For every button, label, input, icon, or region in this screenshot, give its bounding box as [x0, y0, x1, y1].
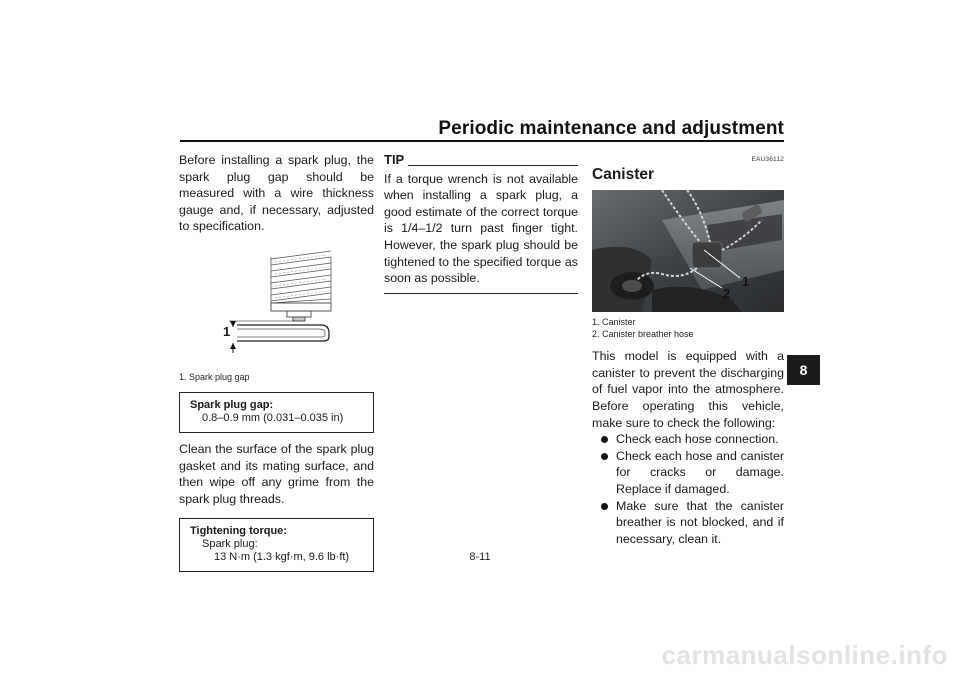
spark-plug-intro-text: Before installing a spark plug, the spark plug gap should be measured with a wire thickness gauge and, if necessary, adjusted to specification.: [179, 153, 374, 234]
canister-check-list: [592, 431, 784, 547]
header-rule: [180, 140, 784, 142]
tip-label: TIP: [384, 152, 405, 167]
canister-photo-image: [592, 190, 784, 312]
tip-header-rule: [408, 165, 578, 166]
torque-item: Spark plug:: [202, 538, 258, 551]
figure-caption: 1. Spark plug gap: [179, 371, 250, 382]
section-code: EAU36112: [751, 156, 784, 163]
list-item: Check each hose and canister for cracks or damage. Replace if damaged.: [592, 448, 784, 498]
list-item: Check each hose connection.: [592, 431, 784, 448]
watermark: carmanualsonline.info: [661, 640, 948, 670]
photo-callout-1: 1: [742, 274, 750, 290]
canister-body-text: This model is equipped with a canister to prevent the discharging of fuel vapor into the atmosphere. Before operating this vehicle, make sure to check the following:: [592, 349, 784, 430]
canister-photo: [592, 190, 784, 312]
page-number: 8-11: [469, 551, 491, 563]
spark-plug-diagram: [179, 245, 374, 365]
photo-callout-2: 2: [723, 286, 731, 302]
figure-callout-1: 1: [223, 323, 231, 339]
spark-plug-gap-figure: [179, 245, 374, 365]
tip-header: [384, 152, 578, 169]
tip-end-rule: [384, 293, 578, 294]
chapter-tab: 8: [787, 355, 820, 385]
left-column: [179, 152, 374, 572]
photo-caption-2: 2. Canister breather hose: [592, 329, 694, 340]
list-item: Make sure that the canister breather is not blocked, and if necessary, clean it.: [592, 498, 784, 548]
torque-title: Tightening torque:: [190, 525, 287, 538]
spark-plug-gap-spec-box: [179, 392, 374, 433]
right-column: [592, 152, 784, 547]
middle-column: [384, 152, 578, 294]
section-heading-canister: Canister: [592, 165, 655, 183]
clean-surface-text: Clean the surface of the spark plug gasket and its mating surface, and then wipe off any grime from the spark plug threads.: [179, 441, 374, 506]
photo-caption-1: 1. Canister: [592, 317, 636, 328]
spec-value: 0.8–0.9 mm (0.031–0.035 in): [202, 411, 344, 424]
tightening-torque-spec-box: [179, 518, 374, 572]
torque-value: 13 N·m (1.3 kgf·m, 9.6 lb·ft): [214, 551, 350, 564]
page-header-title: Periodic maintenance and adjustment: [438, 118, 784, 139]
spec-title: Spark plug gap:: [190, 398, 274, 411]
tip-text: If a torque wrench is not available when installing a spark plug, a good estimate of the correct torque is 1/4–1/2 turn past finger tight. However, the spark plug should be tightened to the specified torque as soon as possible.: [384, 171, 578, 286]
